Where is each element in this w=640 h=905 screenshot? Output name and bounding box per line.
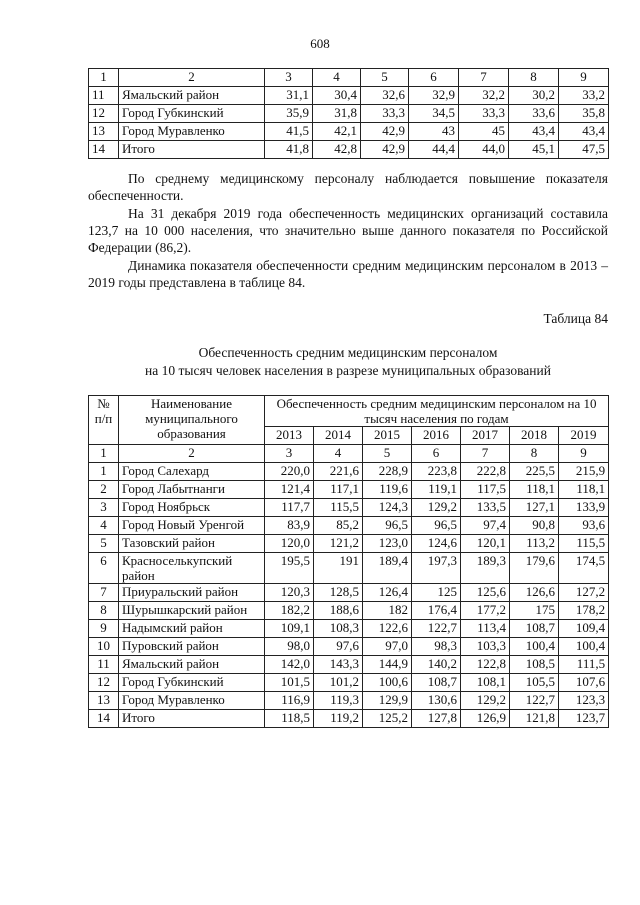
value-cell: 221,6 <box>314 463 363 481</box>
table-cell: 42,1 <box>313 123 361 141</box>
value-cell: 176,4 <box>412 602 461 620</box>
value-cell: 228,9 <box>363 463 412 481</box>
table-row <box>89 553 609 584</box>
value-cell: 142,0 <box>265 656 314 674</box>
value-cell: 140,2 <box>412 656 461 674</box>
value-cell: 130,6 <box>412 692 461 710</box>
table-cell: 42,8 <box>313 141 361 159</box>
column-number-cell: 3 <box>265 69 313 87</box>
row-number-cell: 4 <box>89 517 119 535</box>
value-cell: 96,5 <box>412 517 461 535</box>
column-number-cell: 7 <box>459 69 509 87</box>
value-cell: 100,4 <box>559 638 609 656</box>
value-cell: 123,3 <box>559 692 609 710</box>
value-cell: 105,5 <box>510 674 559 692</box>
value-cell: 115,5 <box>314 499 363 517</box>
value-cell: 143,3 <box>314 656 363 674</box>
column-number-cell: 2 <box>119 445 265 463</box>
value-cell: 108,1 <box>461 674 510 692</box>
value-cell: 189,3 <box>461 553 510 584</box>
value-cell: 197,3 <box>412 553 461 584</box>
value-cell: 115,5 <box>559 535 609 553</box>
value-cell: 127,1 <box>510 499 559 517</box>
value-cell: 124,6 <box>412 535 461 553</box>
value-cell: 174,5 <box>559 553 609 584</box>
value-cell: 122,7 <box>510 692 559 710</box>
table-cell: 11 <box>89 87 119 105</box>
column-number-cell: 5 <box>361 69 409 87</box>
table-row <box>89 69 609 87</box>
row-number-cell: 10 <box>89 638 119 656</box>
value-cell: 121,2 <box>314 535 363 553</box>
table-cell: 30,4 <box>313 87 361 105</box>
value-cell: 121,4 <box>265 481 314 499</box>
value-cell: 191 <box>314 553 363 584</box>
table-row <box>89 499 609 517</box>
column-number-cell: 1 <box>89 69 119 87</box>
year-header: 2014 <box>314 427 363 445</box>
table-cell: 33,3 <box>361 105 409 123</box>
row-number-cell: 12 <box>89 674 119 692</box>
value-cell: 122,7 <box>412 620 461 638</box>
value-cell: 108,7 <box>510 620 559 638</box>
value-cell: 103,3 <box>461 638 510 656</box>
value-cell: 128,5 <box>314 584 363 602</box>
value-cell: 108,7 <box>412 674 461 692</box>
value-cell: 177,2 <box>461 602 510 620</box>
column-number-cell: 6 <box>412 445 461 463</box>
value-cell: 215,9 <box>559 463 609 481</box>
value-cell: 118,1 <box>510 481 559 499</box>
value-cell: 108,3 <box>314 620 363 638</box>
year-header: 2019 <box>559 427 609 445</box>
table-label: Таблица 84 <box>543 311 608 326</box>
value-cell: 98,0 <box>265 638 314 656</box>
table-cell: 42,9 <box>361 141 409 159</box>
header-group: Обеспеченность средним медицинским персоналом на 10 тысяч населения по годам <box>265 396 609 427</box>
table-cell: 35,9 <box>265 105 313 123</box>
table-row <box>89 517 609 535</box>
paragraph-2: На 31 декабря 2019 года обеспеченность медицинских организаций составила 123,7 на 10 000 населения, что значительно выше данного показателя по Российской Федерации (86,2). <box>88 206 608 255</box>
table-title-line-1: Обеспеченность средним медицинским персоналом <box>198 345 498 360</box>
municipality-cell: Город Салехард <box>119 463 265 481</box>
value-cell: 108,5 <box>510 656 559 674</box>
value-cell: 101,2 <box>314 674 363 692</box>
table-cell: 33,6 <box>509 105 559 123</box>
value-cell: 122,6 <box>363 620 412 638</box>
value-cell: 120,3 <box>265 584 314 602</box>
value-cell: 119,2 <box>314 710 363 728</box>
value-cell: 125 <box>412 584 461 602</box>
municipality-cell: Ямальский район <box>119 87 265 105</box>
value-cell: 97,6 <box>314 638 363 656</box>
municipality-cell: Город Губкинский <box>119 105 265 123</box>
value-cell: 118,1 <box>559 481 609 499</box>
table-row <box>89 692 609 710</box>
value-cell: 223,8 <box>412 463 461 481</box>
value-cell: 144,9 <box>363 656 412 674</box>
value-cell: 119,1 <box>412 481 461 499</box>
row-number-cell: 14 <box>89 710 119 728</box>
value-cell: 117,1 <box>314 481 363 499</box>
municipality-cell: Итого <box>119 141 265 159</box>
value-cell: 222,8 <box>461 463 510 481</box>
table-row <box>89 584 609 602</box>
column-number-cell: 7 <box>461 445 510 463</box>
value-cell: 220,0 <box>265 463 314 481</box>
table-cell: 45,1 <box>509 141 559 159</box>
table-cell: 33,3 <box>459 105 509 123</box>
value-cell: 119,6 <box>363 481 412 499</box>
column-number-cell: 3 <box>265 445 314 463</box>
municipality-cell: Итого <box>119 710 265 728</box>
value-cell: 133,9 <box>559 499 609 517</box>
row-number-cell: 13 <box>89 692 119 710</box>
table-cell: 32,9 <box>409 87 459 105</box>
table-cell: 14 <box>89 141 119 159</box>
column-number-cell: 8 <box>509 69 559 87</box>
row-number-cell: 2 <box>89 481 119 499</box>
table-cell: 42,9 <box>361 123 409 141</box>
column-number-cell: 2 <box>119 69 265 87</box>
value-cell: 83,9 <box>265 517 314 535</box>
municipality-cell: Ямальский район <box>119 656 265 674</box>
column-number-cell: 4 <box>313 69 361 87</box>
municipality-cell: Красноселькупский район <box>119 553 265 584</box>
year-header: 2018 <box>510 427 559 445</box>
value-cell: 96,5 <box>363 517 412 535</box>
table-row <box>89 535 609 553</box>
value-cell: 225,5 <box>510 463 559 481</box>
column-number-cell: 9 <box>559 445 609 463</box>
value-cell: 133,5 <box>461 499 510 517</box>
table-row <box>89 481 609 499</box>
value-cell: 182,2 <box>265 602 314 620</box>
table-cell: 43 <box>409 123 459 141</box>
row-number-cell: 9 <box>89 620 119 638</box>
table-row <box>89 710 609 728</box>
value-cell: 111,5 <box>559 656 609 674</box>
value-cell: 178,2 <box>559 602 609 620</box>
value-cell: 188,6 <box>314 602 363 620</box>
value-cell: 97,0 <box>363 638 412 656</box>
value-cell: 125,2 <box>363 710 412 728</box>
table-cell: 33,2 <box>559 87 609 105</box>
municipality-cell: Город Муравленко <box>119 123 265 141</box>
value-cell: 100,6 <box>363 674 412 692</box>
value-cell: 101,5 <box>265 674 314 692</box>
value-cell: 129,2 <box>412 499 461 517</box>
value-cell: 127,2 <box>559 584 609 602</box>
column-number-cell: 6 <box>409 69 459 87</box>
year-header: 2017 <box>461 427 510 445</box>
value-cell: 129,2 <box>461 692 510 710</box>
row-number-cell: 5 <box>89 535 119 553</box>
table-cell: 35,8 <box>559 105 609 123</box>
value-cell: 117,5 <box>461 481 510 499</box>
municipality-cell: Пуровский район <box>119 638 265 656</box>
value-cell: 107,6 <box>559 674 609 692</box>
table-cell: 32,6 <box>361 87 409 105</box>
table-cell: 34,5 <box>409 105 459 123</box>
table-cell: 47,5 <box>559 141 609 159</box>
row-number-cell: 7 <box>89 584 119 602</box>
municipality-cell: Надымский район <box>119 620 265 638</box>
table-row <box>89 602 609 620</box>
row-number-cell: 6 <box>89 553 119 584</box>
municipality-cell: Город Ноябрьск <box>119 499 265 517</box>
value-cell: 182 <box>363 602 412 620</box>
column-number-cell: 9 <box>559 69 609 87</box>
table-row <box>89 620 609 638</box>
table-cell: 44,4 <box>409 141 459 159</box>
table-row <box>89 656 609 674</box>
row-number-cell: 3 <box>89 499 119 517</box>
value-cell: 90,8 <box>510 517 559 535</box>
table-cell: 41,5 <box>265 123 313 141</box>
page-number: 608 <box>310 36 330 51</box>
value-cell: 85,2 <box>314 517 363 535</box>
value-cell: 120,1 <box>461 535 510 553</box>
value-cell: 126,9 <box>461 710 510 728</box>
row-number-cell: 1 <box>89 463 119 481</box>
table-cell: 41,8 <box>265 141 313 159</box>
municipality-cell: Город Новый Уренгой <box>119 517 265 535</box>
table-row <box>89 105 609 123</box>
year-header: 2015 <box>363 427 412 445</box>
row-number-cell: 8 <box>89 602 119 620</box>
table-cell: 44,0 <box>459 141 509 159</box>
value-cell: 122,8 <box>461 656 510 674</box>
value-cell: 121,8 <box>510 710 559 728</box>
table-cell: 30,2 <box>509 87 559 105</box>
paragraph-3: Динамика показателя обеспеченности средним медицинским персоналом в 2013 – 2019 годы представлена в таблице 84. <box>88 258 608 290</box>
value-cell: 93,6 <box>559 517 609 535</box>
value-cell: 127,8 <box>412 710 461 728</box>
table-row <box>89 123 609 141</box>
column-number-cell: 8 <box>510 445 559 463</box>
value-cell: 113,2 <box>510 535 559 553</box>
value-cell: 118,5 <box>265 710 314 728</box>
table-cell: 43,4 <box>509 123 559 141</box>
value-cell: 124,3 <box>363 499 412 517</box>
row-number-cell: 11 <box>89 656 119 674</box>
header-number: № п/п <box>89 396 119 445</box>
table-row <box>89 674 609 692</box>
municipality-cell: Тазовский район <box>119 535 265 553</box>
value-cell: 98,3 <box>412 638 461 656</box>
value-cell: 119,3 <box>314 692 363 710</box>
municipality-cell: Город Губкинский <box>119 674 265 692</box>
value-cell: 100,4 <box>510 638 559 656</box>
value-cell: 179,6 <box>510 553 559 584</box>
value-cell: 117,7 <box>265 499 314 517</box>
column-number-cell: 5 <box>363 445 412 463</box>
year-header: 2016 <box>412 427 461 445</box>
table-title-line-2: на 10 тысяч человек населения в разрезе муниципальных образований <box>145 363 551 378</box>
table-row <box>89 87 609 105</box>
value-cell: 195,5 <box>265 553 314 584</box>
table-cell: 31,8 <box>313 105 361 123</box>
table-row <box>89 141 609 159</box>
value-cell: 123,7 <box>559 710 609 728</box>
value-cell: 129,9 <box>363 692 412 710</box>
value-cell: 109,4 <box>559 620 609 638</box>
table-main <box>88 395 609 728</box>
value-cell: 123,0 <box>363 535 412 553</box>
value-cell: 125,6 <box>461 584 510 602</box>
value-cell: 97,4 <box>461 517 510 535</box>
column-number-cell: 4 <box>314 445 363 463</box>
table-title <box>60 344 636 380</box>
value-cell: 109,1 <box>265 620 314 638</box>
value-cell: 116,9 <box>265 692 314 710</box>
table-cell: 43,4 <box>559 123 609 141</box>
municipality-cell: Город Лабытнанги <box>119 481 265 499</box>
table-cell: 12 <box>89 105 119 123</box>
table-cell: 13 <box>89 123 119 141</box>
value-cell: 189,4 <box>363 553 412 584</box>
municipality-cell: Город Муравленко <box>119 692 265 710</box>
table-row <box>89 463 609 481</box>
year-header: 2013 <box>265 427 314 445</box>
value-cell: 175 <box>510 602 559 620</box>
paragraph-1: По среднему медицинскому персоналу наблюдается повышение показателя обеспеченности. <box>88 171 608 203</box>
value-cell: 113,4 <box>461 620 510 638</box>
value-cell: 120,0 <box>265 535 314 553</box>
value-cell: 126,4 <box>363 584 412 602</box>
column-number-cell: 1 <box>89 445 119 463</box>
table-cell: 31,1 <box>265 87 313 105</box>
table-row <box>89 638 609 656</box>
table-cell: 32,2 <box>459 87 509 105</box>
value-cell: 126,6 <box>510 584 559 602</box>
header-name: Наименование муниципального образования <box>119 396 265 445</box>
municipality-cell: Шурышкарский район <box>119 602 265 620</box>
municipality-cell: Приуральский район <box>119 584 265 602</box>
table-top <box>88 68 609 159</box>
table-cell: 45 <box>459 123 509 141</box>
